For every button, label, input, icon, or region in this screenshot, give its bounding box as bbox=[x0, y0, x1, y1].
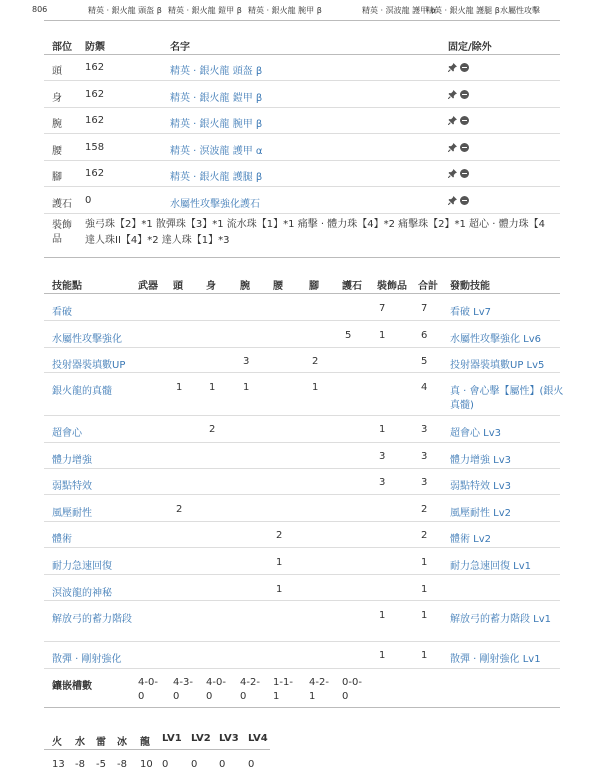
skill-points-total: 1 bbox=[421, 610, 428, 621]
armor-name-link[interactable]: 精英 · 銀火龍 護腿 β bbox=[170, 172, 263, 183]
resist-value: 13 bbox=[52, 759, 65, 770]
divider bbox=[44, 442, 560, 443]
resist-value: -8 bbox=[75, 759, 85, 770]
active-skill-link[interactable]: 水屬性攻擊強化 Lv6 bbox=[450, 334, 542, 345]
divider bbox=[44, 749, 270, 750]
exclude-icon[interactable] bbox=[460, 196, 469, 205]
skill-points-total: 7 bbox=[421, 303, 428, 314]
top-bar-item: 806 bbox=[32, 5, 48, 14]
armor-defense: 158 bbox=[85, 141, 105, 153]
pin-icon[interactable] bbox=[448, 196, 457, 205]
active-skill-link[interactable]: 體力增強 Lv3 bbox=[450, 455, 512, 466]
divider bbox=[44, 468, 560, 469]
skill-points-total: 1 bbox=[421, 584, 428, 595]
skill-points-deco: 1 bbox=[379, 330, 386, 341]
skill-points-head: 2 bbox=[176, 504, 183, 515]
resist-header: LV4 bbox=[248, 733, 268, 744]
active-skill-link[interactable]: 弱點特效 Lv3 bbox=[450, 481, 512, 492]
skill-points-total: 1 bbox=[421, 650, 428, 661]
divider bbox=[44, 133, 560, 134]
armor-name-link[interactable]: 精英 · 溟波龍 護甲 α bbox=[170, 145, 263, 157]
resist-value: -5 bbox=[96, 759, 106, 770]
exclude-icon[interactable] bbox=[460, 143, 469, 152]
divider bbox=[44, 20, 560, 21]
top-bar-item: 精英 · 銀火龍 頭盔 β bbox=[88, 6, 162, 15]
skills-header-deco: 裝飾品 bbox=[377, 281, 407, 292]
skill-points-arm: 3 bbox=[243, 356, 250, 367]
armor-slot: 腰 bbox=[52, 145, 62, 157]
active-skill-link[interactable]: 解放弓的蓄力階段 Lv1 bbox=[450, 614, 552, 625]
resist-value: 0 bbox=[162, 759, 169, 770]
skills-header-body: 身 bbox=[206, 281, 216, 292]
divider bbox=[44, 257, 560, 258]
skill-points-leg: 2 bbox=[312, 356, 319, 367]
resist-value: -8 bbox=[117, 759, 127, 770]
active-skill-link-cont[interactable]: 真髓) bbox=[450, 400, 474, 411]
decorations-label: 裝飾品 bbox=[52, 220, 72, 245]
divider bbox=[44, 707, 560, 708]
pin-icon[interactable] bbox=[448, 169, 457, 178]
skill-points-total: 1 bbox=[421, 557, 428, 568]
skills-header-total: 合計 bbox=[418, 281, 438, 292]
armor-slot: 頭 bbox=[52, 66, 62, 77]
armor-header-slot: 部位 bbox=[52, 42, 72, 53]
active-skill-link[interactable]: 耐力急速回復 Lv1 bbox=[450, 561, 532, 572]
armor-slot: 腳 bbox=[52, 172, 62, 183]
divider bbox=[44, 107, 560, 108]
divider bbox=[44, 494, 560, 495]
resist-header: 雷 bbox=[96, 737, 106, 748]
top-bar-item: 水屬性攻擊 bbox=[500, 6, 540, 15]
armor-header-name: 名字 bbox=[170, 42, 190, 53]
resist-header: LV1 bbox=[162, 733, 182, 744]
skill-points-deco: 1 bbox=[379, 424, 386, 435]
slot-count-leg: 4-2- bbox=[309, 677, 329, 688]
skills-header-weapon: 武器 bbox=[138, 281, 158, 292]
active-skill-link[interactable]: 風壓耐性 Lv2 bbox=[450, 508, 512, 519]
pin-icon[interactable] bbox=[448, 116, 457, 125]
armor-defense: 162 bbox=[85, 168, 105, 179]
slots-label: 鑲嵌槽數 bbox=[52, 681, 92, 692]
resist-header: 龍 bbox=[140, 737, 150, 748]
resist-header: LV2 bbox=[191, 733, 211, 744]
slot-count-body: 4-0- bbox=[206, 677, 226, 688]
slot-count-charm: 0-0- bbox=[342, 677, 362, 688]
divider bbox=[44, 574, 560, 575]
skill-points-deco: 1 bbox=[379, 610, 386, 621]
skill-points-waist: 1 bbox=[276, 557, 283, 568]
resist-header: 冰 bbox=[117, 737, 127, 748]
top-bar-item: 精英 · 溟波龍 護甲 α bbox=[362, 6, 436, 15]
active-skill-link[interactable]: 真 · 會心擊【屬性】(銀火 bbox=[450, 386, 564, 397]
skill-name-link[interactable]: 體術 bbox=[52, 534, 72, 545]
resist-value: 0 bbox=[248, 759, 255, 770]
exclude-icon[interactable] bbox=[460, 116, 469, 125]
slot-count-head: 4-3- bbox=[173, 677, 193, 688]
skill-points-body: 2 bbox=[209, 424, 216, 435]
divider bbox=[44, 668, 560, 669]
skill-name-link[interactable]: 風壓耐性 bbox=[52, 508, 92, 519]
armor-defense: 0 bbox=[85, 194, 92, 206]
resist-header: 水 bbox=[75, 737, 85, 748]
skill-name-link[interactable]: 看破 bbox=[52, 307, 72, 318]
skill-name-link[interactable]: 弱點特效 bbox=[52, 481, 92, 492]
skill-name-link[interactable]: 解放弓的蓄力階段 bbox=[52, 614, 132, 625]
exclude-icon[interactable] bbox=[460, 63, 469, 72]
top-bar bbox=[0, 0, 600, 20]
armor-lock-controls bbox=[448, 90, 469, 99]
armor-defense: 162 bbox=[85, 88, 105, 100]
divider bbox=[44, 547, 560, 548]
armor-defense: 162 bbox=[85, 62, 105, 73]
skills-header-arm: 腕 bbox=[240, 281, 250, 292]
armor-name-link[interactable]: 精英 · 銀火龍 腕甲 β bbox=[170, 119, 263, 130]
armor-header-lock: 固定/除外 bbox=[448, 42, 492, 53]
armor-lock-controls bbox=[448, 169, 469, 178]
skill-points-total: 2 bbox=[421, 504, 428, 515]
top-bar-item: 精英 · 銀火龍 鎧甲 β bbox=[168, 6, 242, 15]
slot-count-weapon-cont: 0 bbox=[138, 691, 145, 702]
armor-header-defense: 防禦 bbox=[85, 42, 105, 53]
armor-lock-controls bbox=[448, 116, 469, 125]
active-skill-link[interactable]: 看破 Lv7 bbox=[450, 307, 492, 318]
pin-icon[interactable] bbox=[448, 90, 457, 99]
skill-name-link[interactable]: 耐力急速回復 bbox=[52, 561, 112, 572]
skill-points-total: 6 bbox=[421, 330, 428, 341]
skill-points-waist: 2 bbox=[276, 530, 283, 541]
skill-name-link[interactable]: 溟波龍的神秘 bbox=[52, 588, 112, 599]
armor-lock-controls bbox=[448, 196, 469, 205]
armor-name-link[interactable]: 水屬性攻擊強化護石 bbox=[170, 198, 260, 210]
slot-count-waist-cont: 1 bbox=[273, 691, 280, 702]
skill-points-deco: 3 bbox=[379, 451, 386, 462]
active-skill-link[interactable]: 投射器裝填數UP Lv5 bbox=[450, 360, 545, 371]
armor-slot: 護石 bbox=[52, 198, 72, 210]
resist-value: 0 bbox=[219, 759, 226, 770]
slot-count-weapon: 4-0- bbox=[138, 677, 158, 688]
skill-name-link[interactable]: 體力增強 bbox=[52, 455, 92, 466]
slot-count-charm-cont: 0 bbox=[342, 691, 349, 702]
resist-value: 0 bbox=[191, 759, 198, 770]
skill-points-arm: 1 bbox=[243, 382, 250, 393]
divider bbox=[44, 415, 560, 416]
skill-name-link[interactable]: 投射器裝填數UP bbox=[52, 360, 126, 371]
divider bbox=[44, 372, 560, 373]
armor-name-link[interactable]: 精英 · 銀火龍 頭盔 β bbox=[170, 66, 263, 77]
armor-slot: 腕 bbox=[52, 119, 62, 130]
skills-header-skill: 技能點 bbox=[52, 281, 82, 292]
armor-slot: 身 bbox=[52, 92, 62, 104]
skill-points-total: 4 bbox=[421, 382, 428, 393]
skill-points-deco: 3 bbox=[379, 477, 386, 488]
armor-name-link[interactable]: 精英 · 銀火龍 鎧甲 β bbox=[170, 92, 263, 104]
skills-header-active: 發動技能 bbox=[450, 281, 490, 292]
armor-defense: 162 bbox=[85, 115, 105, 126]
divider bbox=[44, 80, 560, 81]
divider bbox=[44, 54, 560, 55]
decorations-line-1: 強弓珠【2】*1 散彈珠【3】*1 流水珠【1】*1 痛擊 · 體力珠【4】*2 痛擊珠【2】*1 超心 · 體力珠【4 bbox=[85, 219, 545, 230]
pin-icon[interactable] bbox=[448, 143, 457, 152]
active-skill-link[interactable]: 散彈 · 剛射強化 Lv1 bbox=[450, 654, 541, 665]
exclude-icon[interactable] bbox=[460, 90, 469, 99]
resist-header: 火 bbox=[52, 737, 62, 748]
skill-points-total: 5 bbox=[421, 356, 428, 367]
exclude-icon[interactable] bbox=[460, 169, 469, 178]
skill-points-deco: 1 bbox=[379, 650, 386, 661]
skill-points-waist: 1 bbox=[276, 584, 283, 595]
skills-header-charm: 護石 bbox=[342, 281, 362, 292]
slot-count-leg-cont: 1 bbox=[309, 691, 316, 702]
skill-points-total: 2 bbox=[421, 530, 428, 541]
skill-name-link[interactable]: 水屬性攻擊強化 bbox=[52, 334, 122, 345]
skill-points-total: 3 bbox=[421, 451, 428, 462]
skill-name-link[interactable]: 銀火龍的真髓 bbox=[52, 386, 112, 397]
armor-lock-controls bbox=[448, 63, 469, 72]
armor-lock-controls bbox=[448, 143, 469, 152]
skills-header-waist: 腰 bbox=[273, 281, 283, 292]
skill-name-link[interactable]: 散彈 · 剛射強化 bbox=[52, 654, 122, 665]
skill-points-leg: 1 bbox=[312, 382, 319, 393]
active-skill-link[interactable]: 體術 Lv2 bbox=[450, 534, 492, 545]
slot-count-body-cont: 0 bbox=[206, 691, 213, 702]
active-skill-link[interactable]: 超會心 Lv3 bbox=[450, 428, 502, 439]
slot-count-arm-cont: 0 bbox=[240, 691, 247, 702]
divider bbox=[44, 347, 560, 348]
resist-header: LV3 bbox=[219, 733, 239, 744]
skills-header-leg: 腳 bbox=[309, 281, 319, 292]
skill-name-link[interactable]: 超會心 bbox=[52, 428, 82, 439]
skill-points-body: 1 bbox=[209, 382, 216, 393]
top-bar-item: 精英 · 銀火龍 腕甲 β bbox=[248, 6, 322, 15]
skill-points-total: 3 bbox=[421, 477, 428, 488]
resist-value: 10 bbox=[140, 759, 153, 770]
skill-points-total: 3 bbox=[421, 424, 428, 435]
skill-points-charm: 5 bbox=[345, 330, 352, 341]
divider bbox=[44, 213, 560, 214]
skill-points-head: 1 bbox=[176, 382, 183, 393]
divider bbox=[44, 641, 560, 642]
slot-count-arm: 4-2- bbox=[240, 677, 260, 688]
divider bbox=[44, 293, 560, 294]
divider bbox=[44, 160, 560, 161]
skill-points-deco: 7 bbox=[379, 303, 386, 314]
skills-header-head: 頭 bbox=[173, 281, 183, 292]
slot-count-waist: 1-1- bbox=[273, 677, 293, 688]
divider bbox=[44, 320, 560, 321]
slot-count-head-cont: 0 bbox=[173, 691, 180, 702]
divider bbox=[44, 600, 560, 601]
decorations-line-2: 達人珠II【4】*2 達人珠【1】*3 bbox=[85, 235, 230, 246]
divider bbox=[44, 186, 560, 187]
divider bbox=[44, 521, 560, 522]
top-bar-item: 精英 · 銀火龍 護腿 β bbox=[426, 6, 500, 15]
pin-icon[interactable] bbox=[448, 63, 457, 72]
